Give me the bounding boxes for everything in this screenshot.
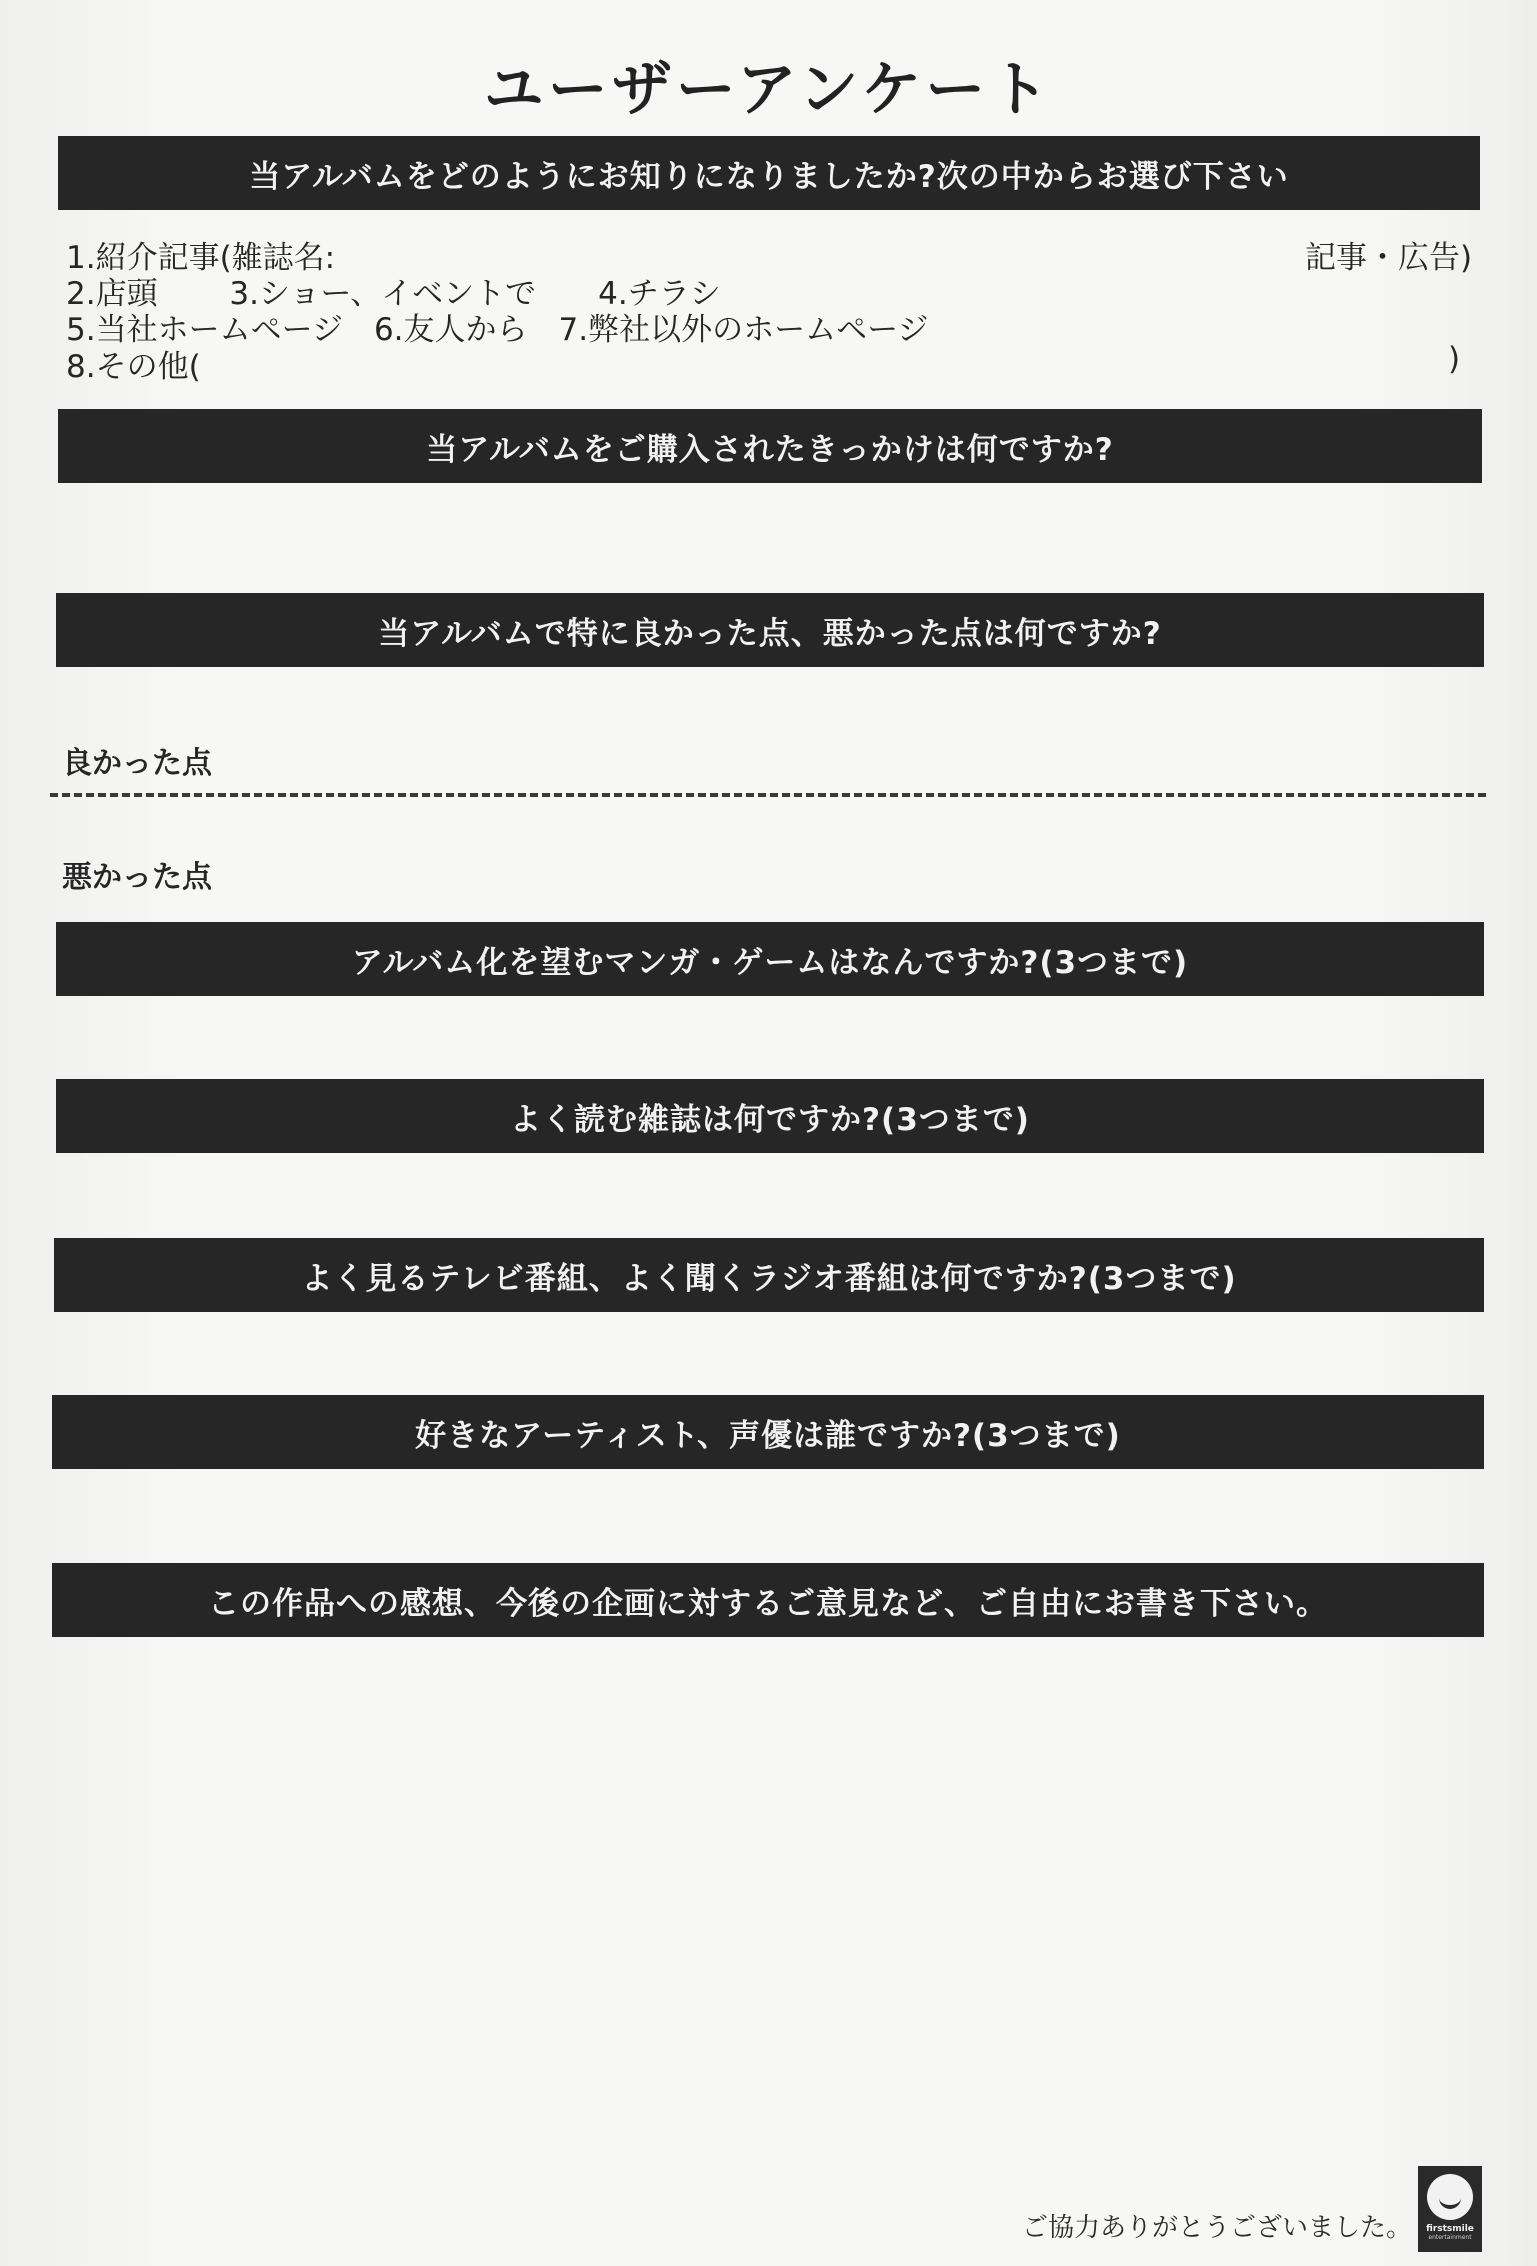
brand-logo: [1418, 2166, 1482, 2252]
logo-brand-text: firstsmile: [1426, 2224, 1474, 2234]
bad-points-label: 悪かった点: [62, 860, 212, 895]
dashed-divider: [50, 793, 1486, 797]
q1-option-line-4: 8.その他(: [66, 349, 201, 385]
question-4-header: アルバム化を望むマンガ・ゲームはなんですか?(3つまで): [56, 922, 1484, 996]
question-5-header: よく読む雑誌は何ですか?(3つまで): [56, 1079, 1484, 1153]
question-7-header: 好きなアーティスト、声優は誰ですか?(3つまで): [52, 1395, 1484, 1469]
question-6-header: よく見るテレビ番組、よく聞くラジオ番組は何ですか?(3つまで): [54, 1238, 1484, 1312]
smile-face-icon: [1427, 2174, 1473, 2220]
question-8-header: この作品への感想、今後の企画に対するご意見など、ご自由にお書き下さい。: [52, 1563, 1484, 1637]
question-3-header: 当アルバムで特に良かった点、悪かった点は何ですか?: [56, 593, 1484, 667]
q1-option-line-2: 2.店頭 3.ショー、イベントで 4.チラシ: [66, 276, 721, 312]
page-title: ユーザーアンケート: [483, 55, 1054, 125]
q1-option-line-1-right: 記事・広告): [1305, 240, 1473, 276]
q1-option-line-1: 1.紹介記事(雑誌名:: [66, 240, 336, 276]
q1-option-line-3: 5.当社ホームページ 6.友人から 7.弊社以外のホームページ: [66, 312, 929, 348]
question-1-header: 当アルバムをどのようにお知りになりましたか?次の中からお選び下さい: [58, 136, 1480, 210]
q1-option-line-4-right: ): [1448, 341, 1461, 377]
logo-sub-text: entertainment: [1428, 2234, 1472, 2241]
thanks-text: ご協力ありがとうございました。: [1021, 2213, 1412, 2243]
question-2-header: 当アルバムをご購入されたきっかけは何ですか?: [58, 409, 1482, 483]
good-points-label: 良かった点: [62, 746, 212, 781]
